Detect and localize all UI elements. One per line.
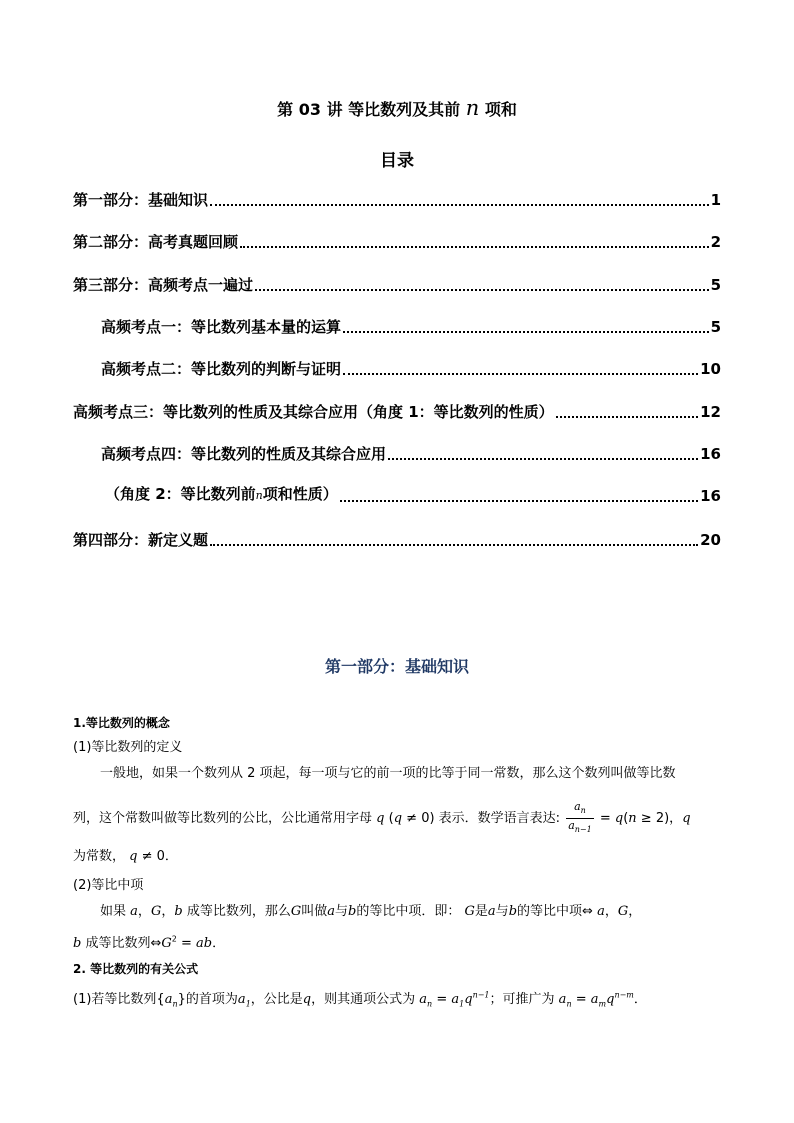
- toc-entry-label: 高频考点四：等比数列的性质及其综合应用: [101, 445, 387, 463]
- text-fragment: 为常数，: [73, 849, 126, 864]
- toc-entry-label: 高频考点一：等比数列基本量的运算: [101, 318, 342, 336]
- toc-entry-variable: n: [255, 489, 263, 502]
- toc-leader-dots: [340, 500, 698, 502]
- toc-leader-dots: [343, 331, 709, 333]
- section-heading: 第一部分：基础知识: [324, 657, 469, 676]
- title-tail: 项和: [484, 100, 517, 119]
- text-fragment: ；可推广为: [489, 992, 555, 1007]
- text-fragment: 的首项为: [185, 992, 238, 1007]
- toc-entry[interactable]: [73, 273, 721, 297]
- toc-leader-dots: [556, 416, 698, 418]
- paragraph-line: [73, 845, 733, 864]
- toc-entry-page: 12: [700, 403, 721, 421]
- text-fragment: ，则其通项公式为: [311, 992, 416, 1007]
- toc-entry-label: 高频考点二：等比数列的判断与证明: [101, 360, 342, 378]
- paragraph-line: 一般地，如果一个数列从 2 项起，每一项与它的前一项的比等于同一常数，那么这个数列叫做等比数: [100, 766, 676, 781]
- toc-entry-label-b: 项和性质）: [262, 485, 338, 503]
- paragraph-line: [73, 800, 733, 837]
- subsection-subtitle: (1)等比数列的定义: [73, 740, 183, 755]
- toc-leader-dots: [210, 544, 698, 546]
- toc-entry[interactable]: [73, 188, 721, 212]
- math-expression: b: [73, 936, 82, 951]
- text-fragment: 的等比中项．即：: [356, 904, 461, 919]
- toc-entry-page: 16: [700, 487, 721, 505]
- math-expression: b: [508, 904, 518, 919]
- text-fragment: 成等比数列⇔: [85, 936, 162, 951]
- math-expression: = q(n ≥ 2)，q: [599, 811, 691, 827]
- toc-leader-dots: [210, 204, 709, 206]
- text-fragment: 叫做: [301, 904, 328, 919]
- text-fragment: 与: [335, 904, 349, 919]
- paragraph-line: [73, 988, 733, 1009]
- math-expression: $a_n = a_1q^{n-1}$: [419, 990, 490, 1009]
- text-fragment: 与: [495, 904, 509, 919]
- math-expression: $a_n = a_mq^{n-m}$．: [558, 990, 647, 1009]
- text-fragment: 列，这个常数叫做等比数列的公比，公比通常用字母: [73, 811, 373, 827]
- toc-entry-page: 5: [710, 318, 721, 336]
- math-expression: (q ≠ 0): [388, 811, 435, 827]
- subsection-subtitle: (2)等比中项: [73, 878, 144, 893]
- text-fragment: 的等比中项⇔: [517, 904, 593, 919]
- toc-entry[interactable]: [105, 484, 721, 508]
- toc-heading: 目录: [380, 151, 414, 171]
- math-expression: a，G，: [597, 904, 642, 919]
- toc-leader-dots: [343, 373, 698, 375]
- math-expression: $G^2$ = ab．: [161, 934, 226, 951]
- title-variable: n: [465, 96, 480, 120]
- toc-entry-label: 第一部分：基础知识: [73, 191, 209, 209]
- math-expression: $\{a_n\}$: [156, 992, 186, 1009]
- subsection-title: 2. 等比数列的有关公式: [73, 962, 199, 976]
- toc-leader-dots: [388, 458, 698, 460]
- toc-entry[interactable]: [101, 357, 721, 381]
- toc-entry-label: 第四部分：新定义题: [73, 531, 209, 549]
- math-fraction: $\frac{a_n}{a_{n-1}}$: [568, 800, 592, 835]
- toc-entry-page: 1: [710, 191, 721, 209]
- math-expression: b: [348, 904, 357, 919]
- toc-entry[interactable]: [73, 400, 721, 424]
- math-expression: $a_1$: [237, 992, 251, 1009]
- math-expression: G: [464, 904, 475, 919]
- toc-entry-label: [105, 482, 338, 508]
- page-title: [0, 96, 794, 120]
- toc-entry-label: 高频考点三：等比数列的性质及其综合应用（角度 1：等比数列的性质）: [73, 403, 554, 421]
- toc-entry[interactable]: [73, 528, 721, 552]
- toc-entry[interactable]: [101, 315, 721, 339]
- paragraph-line: [73, 932, 733, 951]
- toc-leader-dots: [240, 246, 709, 248]
- toc-entry-page: 10: [700, 360, 721, 378]
- text-fragment: (1)若等比数列: [73, 992, 157, 1007]
- text-fragment: 如果: [100, 904, 127, 919]
- toc-entry[interactable]: [73, 230, 721, 254]
- text-fragment: 表示．数学语言表达:: [438, 811, 561, 827]
- toc-entry-label: 第三部分：高频考点一遍过: [73, 276, 254, 294]
- paragraph-line: [100, 900, 740, 919]
- toc-entry-page: 16: [700, 445, 721, 463]
- math-expression: q ≠ 0．: [129, 849, 178, 864]
- text-fragment: 是: [474, 904, 488, 919]
- math-expression: a: [327, 904, 335, 919]
- toc-entry-page: 5: [710, 276, 721, 294]
- toc-entry-page: 20: [700, 531, 721, 549]
- toc-entry-page: 2: [710, 233, 721, 251]
- toc-entry[interactable]: [101, 442, 721, 466]
- text-fragment: ，公比是: [250, 992, 303, 1007]
- subsection-title: 1.等比数列的概念: [73, 716, 170, 730]
- toc-entry-label-a: （角度 2：等比数列前: [105, 485, 256, 503]
- math-expression: q: [302, 992, 312, 1007]
- text-fragment: 成等比数列，那么: [186, 904, 291, 919]
- math-expression: a，G，b: [130, 904, 183, 919]
- title-main: 第 03 讲 等比数列及其前: [277, 100, 461, 119]
- math-expression: a: [487, 904, 496, 919]
- toc-leader-dots: [255, 289, 709, 291]
- math-expression: G: [290, 904, 302, 919]
- math-expression: q: [376, 811, 385, 827]
- toc-entry-label: 第二部分：高考真题回顾: [73, 233, 239, 251]
